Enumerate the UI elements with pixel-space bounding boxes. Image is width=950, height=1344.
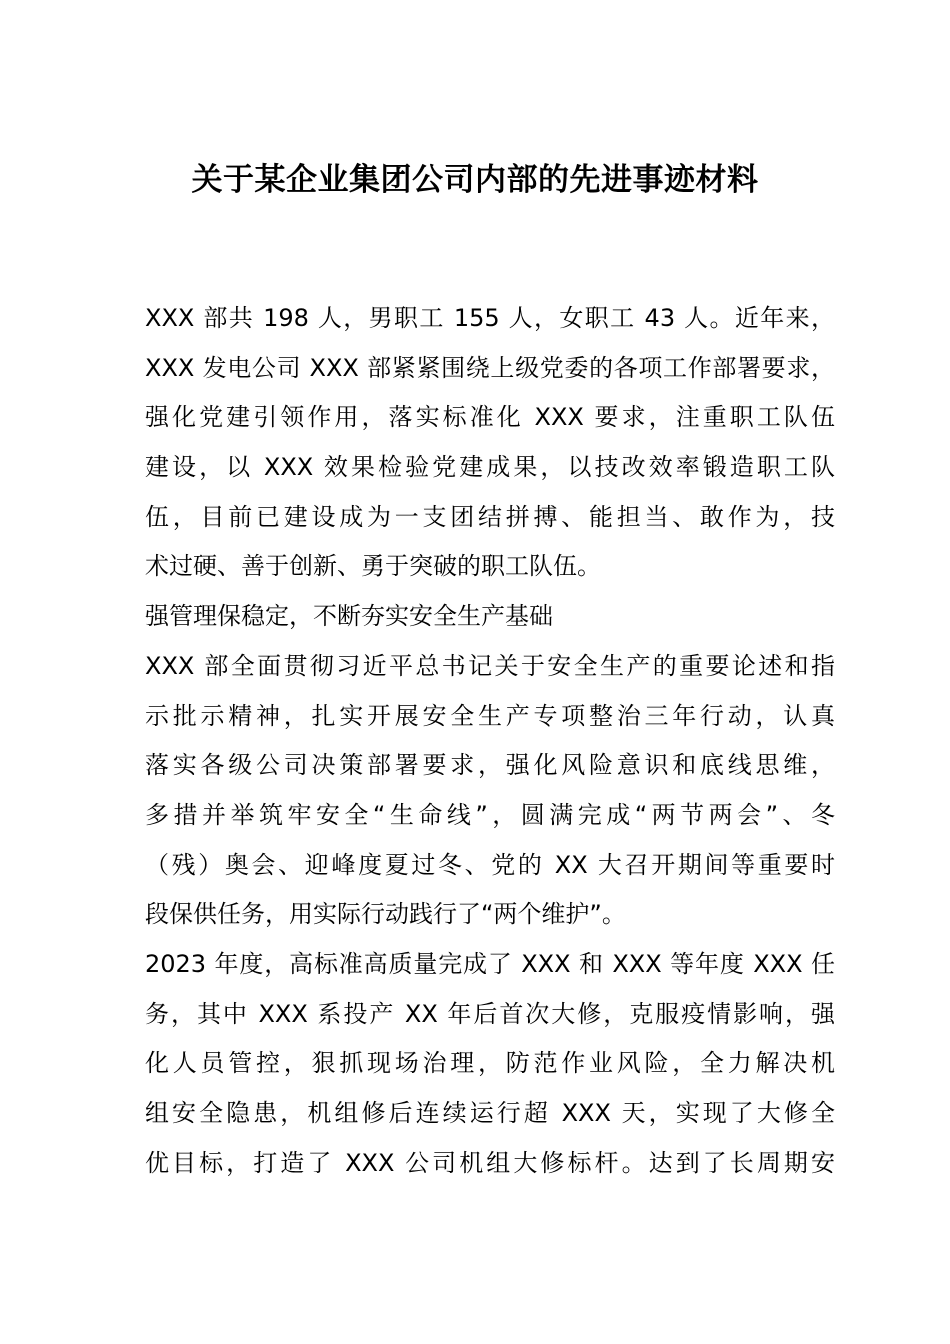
body-line: （残）奥会、迎峰度夏过冬、党的 XX 大召开期间等重要时 — [145, 850, 835, 879]
section-heading: 强管理保稳定，不断夯实安全生产基础 — [145, 602, 553, 631]
body-line: 多措并举筑牢安全“生命线”，圆满完成“两节两会”、冬 — [145, 800, 835, 829]
document-body — [145, 294, 835, 1188]
body-line: XXX 部共 198 人，男职工 155 人，女职工 43 人。近年来， — [145, 304, 835, 332]
document-title: 关于某企业集团公司内部的先进事迹材料 — [191, 162, 759, 198]
body-line: 建设，以 XXX 效果检验党建成果，以技改效率锻造职工队 — [145, 453, 835, 482]
body-line: 务，其中 XXX 系投产 XX 年后首次大修，克服疫情影响，强 — [145, 999, 835, 1028]
body-line: 优目标，打造了 XXX 公司机组大修标杆。达到了长周期安 — [145, 1148, 835, 1177]
body-line: 化人员管控，狠抓现场治理，防范作业风险，全力解决机 — [145, 1049, 835, 1078]
body-line: 组安全隐患，机组修后连续运行超 XXX 天，实现了大修全 — [145, 1099, 835, 1127]
body-line: 示批示精神，扎实开展安全生产专项整治三年行动，认真 — [145, 701, 835, 730]
body-line: 2023 年度，高标准高质量完成了 XXX 和 XXX 等年度 XXX 任 — [145, 949, 835, 978]
body-line: 伍，目前已建设成为一支团结拼搏、能担当、敢作为，技 — [145, 502, 835, 531]
body-line: XXX 发电公司 XXX 部紧紧围绕上级党委的各项工作部署要求， — [145, 353, 835, 382]
body-line: 段保供任务，用实际行动践行了“两个维护”。 — [145, 900, 626, 929]
body-line: 术过硬、善于创新、勇于突破的职工队伍。 — [145, 552, 601, 581]
body-line: 落实各级公司决策部署要求，强化风险意识和底线思维， — [145, 751, 835, 780]
body-line: XXX 部全面贯彻习近平总书记关于安全生产的重要论述和指 — [145, 651, 835, 680]
body-line: 强化党建引领作用，落实标准化 XXX 要求，注重职工队伍 — [145, 403, 835, 432]
